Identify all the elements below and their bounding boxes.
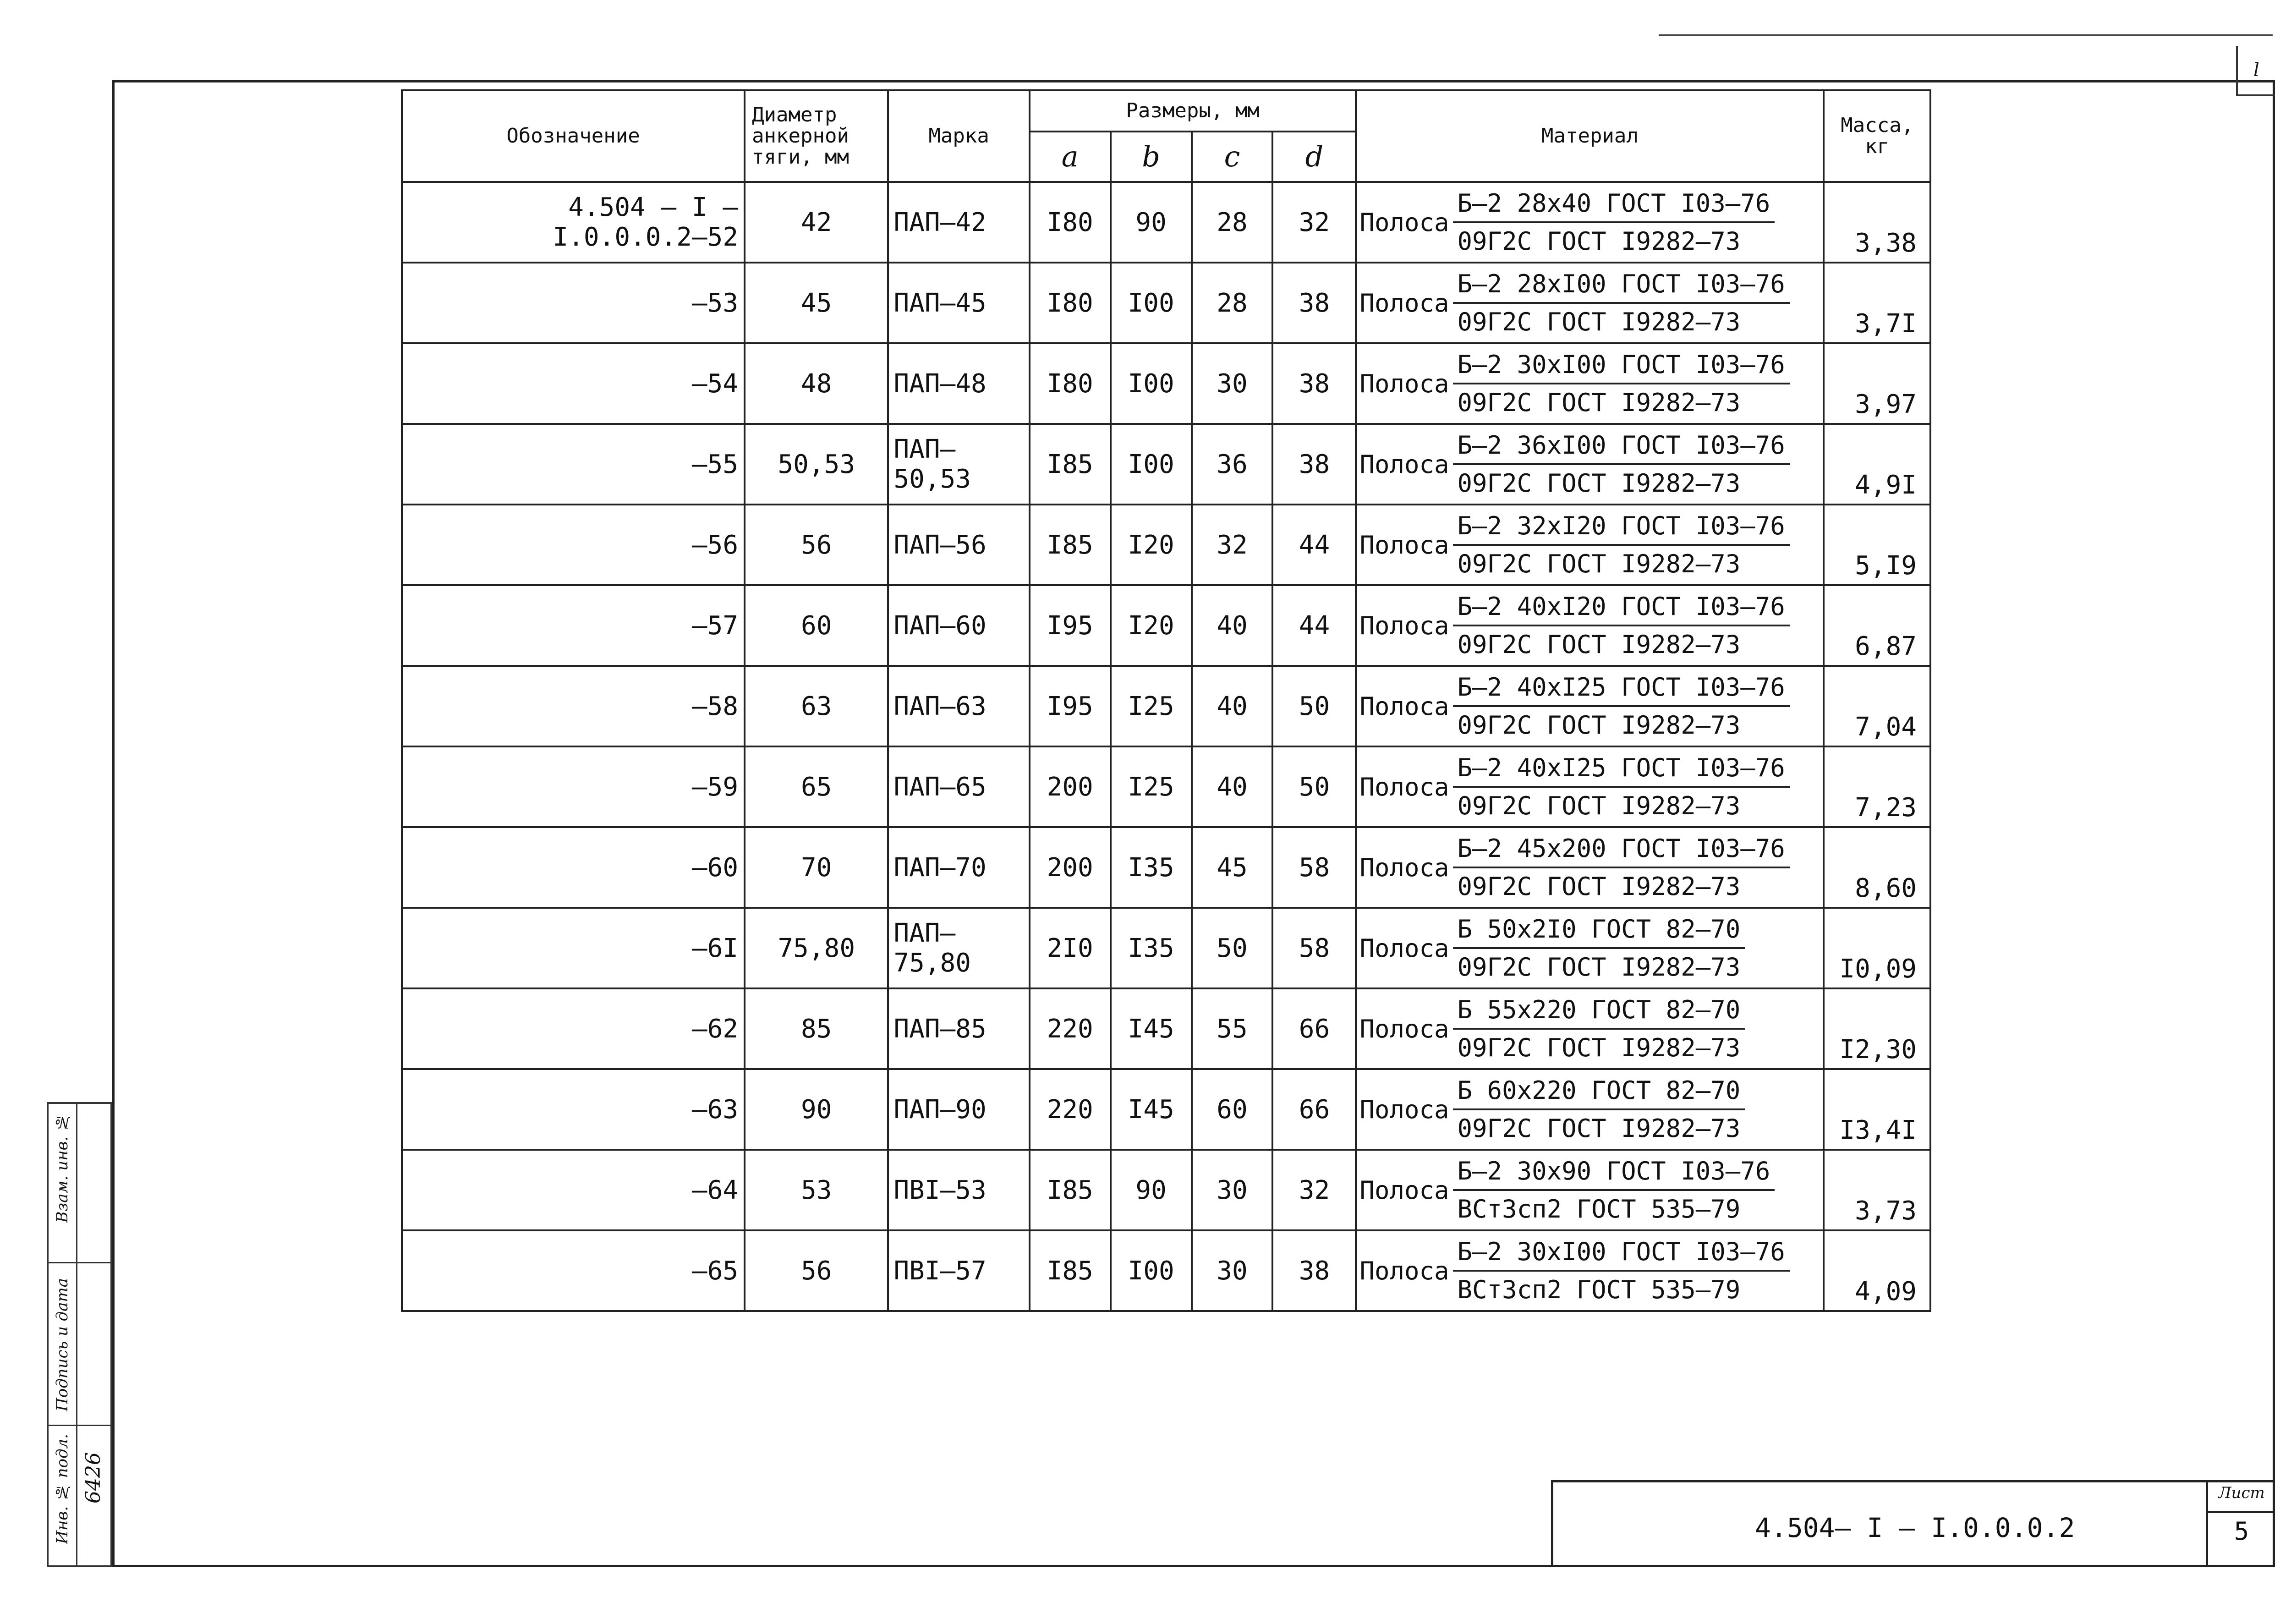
cell-dim-b: 90 (1111, 1150, 1192, 1230)
cell-diameter: 50,53 (745, 424, 888, 505)
material-type: Полоса (1359, 1014, 1449, 1043)
stamp-divider (49, 1425, 110, 1426)
cell-dim-d: 38 (1272, 1230, 1356, 1311)
cell-diameter: 56 (745, 1230, 888, 1311)
cell-mass: 4,9I (1824, 424, 1930, 505)
table-row (402, 1150, 1930, 1230)
cell-marka: ПАП–45 (888, 263, 1029, 343)
cell-diameter: 63 (745, 666, 888, 746)
material-profile: Б 55x220 ГОСТ 82–70 (1453, 995, 1745, 1030)
cell-dim-b: I00 (1111, 424, 1192, 505)
left-stamp (47, 1102, 112, 1567)
cell-mass: 3,38 (1824, 182, 1930, 263)
cell-designation: 4.504 – I – I.0.0.0.2–52 (402, 182, 745, 263)
cell-dim-a: 2I0 (1030, 908, 1111, 988)
cell-marka: ПАП–56 (888, 505, 1029, 585)
material-type: Полоса (1359, 1095, 1449, 1124)
stamp-divider (49, 1262, 110, 1263)
cell-dim-b: I00 (1111, 343, 1192, 424)
material-type: Полоса (1359, 611, 1449, 640)
cell-dim-a: I85 (1030, 1230, 1111, 1311)
cell-dim-d: 38 (1272, 263, 1356, 343)
cell-dim-b: I00 (1111, 1230, 1192, 1311)
material-profile: Б–2 28x40 ГОСТ I03–76 (1453, 189, 1775, 223)
cell-dim-c: 40 (1192, 746, 1273, 827)
material-profile: Б–2 30xI00 ГОСТ I03–76 (1453, 1237, 1790, 1272)
cell-dim-a: I80 (1030, 263, 1111, 343)
header-dim-b: b (1111, 132, 1192, 182)
cell-marka: ПАП–63 (888, 666, 1029, 746)
stamp-podpis-data: Подпись и дата (53, 1278, 71, 1411)
material-steel: 09Г2С ГОСТ I9282–73 (1457, 953, 1741, 982)
table-row (402, 263, 1930, 343)
cell-designation: –54 (402, 343, 745, 424)
material-profile: Б–2 28xI00 ГОСТ I03–76 (1453, 269, 1790, 304)
cell-dim-d: 32 (1272, 182, 1356, 263)
cell-mass: 6,87 (1824, 585, 1930, 666)
document-code: 4.504– I – I.0.0.0.2 (1755, 1512, 2075, 1543)
cell-material (1356, 1069, 1824, 1150)
cell-dim-c: 30 (1192, 1230, 1273, 1311)
header-material: Материал (1356, 90, 1824, 182)
cell-diameter: 90 (745, 1069, 888, 1150)
corner-mark: l (2236, 46, 2275, 96)
material-steel: 09Г2С ГОСТ I9282–73 (1457, 872, 1741, 901)
cell-marka: ПАП–48 (888, 343, 1029, 424)
table-row (402, 988, 1930, 1069)
cell-marka: ПАП–42 (888, 182, 1029, 263)
cell-mass: I0,09 (1824, 908, 1930, 988)
cell-diameter: 45 (745, 263, 888, 343)
cell-dim-c: 32 (1192, 505, 1273, 585)
material-profile: Б 50x2I0 ГОСТ 82–70 (1453, 915, 1745, 949)
table-row (402, 505, 1930, 585)
cell-material (1356, 424, 1824, 505)
cell-mass: 7,23 (1824, 746, 1930, 827)
cell-designation: –63 (402, 1069, 745, 1150)
cell-designation: –59 (402, 746, 745, 827)
cell-dim-c: 60 (1192, 1069, 1273, 1150)
cell-dim-c: 55 (1192, 988, 1273, 1069)
cell-dim-a: 200 (1030, 827, 1111, 908)
cell-designation: –6I (402, 908, 745, 988)
table-row (402, 182, 1930, 263)
cell-dim-a: 220 (1030, 988, 1111, 1069)
cell-dim-d: 58 (1272, 827, 1356, 908)
cell-dim-a: 220 (1030, 1069, 1111, 1150)
cell-mass: I3,4I (1824, 1069, 1930, 1150)
cell-dim-b: I25 (1111, 746, 1192, 827)
table-row (402, 746, 1930, 827)
cell-mass: 3,7I (1824, 263, 1930, 343)
cell-material (1356, 585, 1824, 666)
cell-material (1356, 343, 1824, 424)
cell-dim-a: I85 (1030, 424, 1111, 505)
cell-dim-a: I80 (1030, 182, 1111, 263)
material-steel: 09Г2С ГОСТ I9282–73 (1457, 630, 1741, 659)
cell-material (1356, 827, 1824, 908)
cell-mass: I2,30 (1824, 988, 1930, 1069)
material-profile: Б–2 45x200 ГОСТ I03–76 (1453, 834, 1790, 868)
cell-dim-b: I00 (1111, 263, 1192, 343)
cell-dim-d: 44 (1272, 505, 1356, 585)
material-steel: ВСт3сп2 ГОСТ 535–79 (1457, 1195, 1741, 1223)
cell-designation: –62 (402, 988, 745, 1069)
cell-designation: –64 (402, 1150, 745, 1230)
material-steel: 09Г2С ГОСТ I9282–73 (1457, 1114, 1741, 1143)
cell-dim-c: 28 (1192, 263, 1273, 343)
cell-mass: 3,97 (1824, 343, 1930, 424)
material-steel: 09Г2С ГОСТ I9282–73 (1457, 549, 1741, 578)
cell-mass: 3,73 (1824, 1150, 1930, 1230)
cell-material (1356, 908, 1824, 988)
header-diameter: Диаметр анкерной тяги, мм (745, 90, 888, 182)
cell-mass: 5,I9 (1824, 505, 1930, 585)
table-row (402, 908, 1930, 988)
cell-dim-b: I35 (1111, 827, 1192, 908)
material-type: Полоса (1359, 691, 1449, 721)
material-steel: 09Г2С ГОСТ I9282–73 (1457, 1033, 1741, 1062)
cell-diameter: 42 (745, 182, 888, 263)
cell-dim-c: 36 (1192, 424, 1273, 505)
cell-marka: ПАП–70 (888, 827, 1029, 908)
cell-dim-d: 38 (1272, 424, 1356, 505)
cell-material (1356, 1230, 1824, 1311)
cell-dim-d: 66 (1272, 1069, 1356, 1150)
cell-marka: ПВI–53 (888, 1150, 1029, 1230)
table-row (402, 827, 1930, 908)
cell-marka: ПАП–75,80 (888, 908, 1029, 988)
table-row (402, 343, 1930, 424)
cell-dim-c: 28 (1192, 182, 1273, 263)
material-type: Полоса (1359, 1175, 1449, 1205)
table-row (402, 666, 1930, 746)
cell-dim-d: 32 (1272, 1150, 1356, 1230)
sheet-cell (2206, 1480, 2275, 1567)
material-profile: Б–2 40xI25 ГОСТ I03–76 (1453, 673, 1790, 707)
cell-diameter: 65 (745, 746, 888, 827)
cell-marka: ПАП–60 (888, 585, 1029, 666)
cell-diameter: 48 (745, 343, 888, 424)
cell-dim-d: 50 (1272, 746, 1356, 827)
cell-designation: –65 (402, 1230, 745, 1311)
header-sizes: Размеры, мм (1030, 90, 1356, 132)
material-profile: Б 60x220 ГОСТ 82–70 (1453, 1076, 1745, 1110)
header-dim-a: a (1030, 132, 1111, 182)
header-dim-d: d (1272, 132, 1356, 182)
material-type: Полоса (1359, 772, 1449, 801)
cell-diameter: 53 (745, 1150, 888, 1230)
material-steel: 09Г2С ГОСТ I9282–73 (1457, 227, 1741, 256)
header-designation: Обозначение (402, 90, 745, 182)
specification-table (401, 89, 1931, 1312)
cell-dim-b: I45 (1111, 988, 1192, 1069)
cell-dim-d: 44 (1272, 585, 1356, 666)
cell-dim-c: 40 (1192, 666, 1273, 746)
material-steel: 09Г2С ГОСТ I9282–73 (1457, 711, 1741, 740)
cell-dim-d: 38 (1272, 343, 1356, 424)
header-mass: Масса, кг (1824, 90, 1930, 182)
material-profile: Б–2 30xI00 ГОСТ I03–76 (1453, 350, 1790, 384)
cell-dim-b: I35 (1111, 908, 1192, 988)
material-type: Полоса (1359, 288, 1449, 318)
material-steel: 09Г2С ГОСТ I9282–73 (1457, 307, 1741, 336)
cell-marka: ПАП–90 (888, 1069, 1029, 1150)
cell-dim-c: 45 (1192, 827, 1273, 908)
cell-designation: –60 (402, 827, 745, 908)
cell-material (1356, 988, 1824, 1069)
cell-marka: ПВI–57 (888, 1230, 1029, 1311)
material-profile: Б–2 30x90 ГОСТ I03–76 (1453, 1157, 1775, 1191)
stamp-inv-podl: Инв. № подл. (53, 1434, 71, 1544)
cell-diameter: 56 (745, 505, 888, 585)
material-steel: ВСт3сп2 ГОСТ 535–79 (1457, 1275, 1741, 1304)
sheet-number: 5 (2234, 1517, 2249, 1546)
material-steel: 09Г2С ГОСТ I9282–73 (1457, 469, 1741, 498)
cell-mass: 4,09 (1824, 1230, 1930, 1311)
cell-material (1356, 505, 1824, 585)
cell-dim-a: I95 (1030, 666, 1111, 746)
cell-dim-c: 50 (1192, 908, 1273, 988)
cell-diameter: 85 (745, 988, 888, 1069)
material-steel: 09Г2С ГОСТ I9282–73 (1457, 791, 1741, 820)
material-type: Полоса (1359, 1256, 1449, 1285)
material-profile: Б–2 40xI20 ГОСТ I03–76 (1453, 592, 1790, 626)
table-row (402, 585, 1930, 666)
cell-dim-d: 58 (1272, 908, 1356, 988)
cell-dim-b: I25 (1111, 666, 1192, 746)
cell-dim-a: 200 (1030, 746, 1111, 827)
material-type: Полоса (1359, 933, 1449, 963)
cell-dim-b: I20 (1111, 585, 1192, 666)
table-row (402, 1069, 1930, 1150)
stamp-handwritten-number: 6426 (82, 1452, 105, 1503)
cell-dim-b: I20 (1111, 505, 1192, 585)
cell-marka: ПАП–85 (888, 988, 1029, 1069)
material-profile: Б–2 32xI20 ГОСТ I03–76 (1453, 511, 1790, 546)
cell-dim-c: 30 (1192, 1150, 1273, 1230)
cell-material (1356, 746, 1824, 827)
cell-marka: ПАП–65 (888, 746, 1029, 827)
material-profile: Б–2 40xI25 ГОСТ I03–76 (1453, 753, 1790, 788)
cell-designation: –53 (402, 263, 745, 343)
cell-material (1356, 1150, 1824, 1230)
material-type: Полоса (1359, 853, 1449, 882)
cell-marka: ПАП–50,53 (888, 424, 1029, 505)
cell-material (1356, 666, 1824, 746)
sheet-label: Лист (2208, 1484, 2275, 1513)
cell-dim-d: 66 (1272, 988, 1356, 1069)
cell-mass: 7,04 (1824, 666, 1930, 746)
cell-diameter: 70 (745, 827, 888, 908)
cell-designation: –56 (402, 505, 745, 585)
cell-designation: –58 (402, 666, 745, 746)
cell-dim-b: I45 (1111, 1069, 1192, 1150)
header-dim-c: c (1192, 132, 1273, 182)
cell-dim-c: 40 (1192, 585, 1273, 666)
material-type: Полоса (1359, 530, 1449, 560)
material-steel: 09Г2С ГОСТ I9282–73 (1457, 388, 1741, 417)
cell-diameter: 75,80 (745, 908, 888, 988)
cell-mass: 8,60 (1824, 827, 1930, 908)
cell-dim-a: I95 (1030, 585, 1111, 666)
cell-dim-a: I85 (1030, 1150, 1111, 1230)
cell-material (1356, 263, 1824, 343)
material-type: Полоса (1359, 450, 1449, 479)
material-type: Полоса (1359, 369, 1449, 398)
stamp-vzam-inv: Взам. инв. № (53, 1113, 71, 1223)
top-dash-line (1659, 34, 2273, 36)
table-body (402, 182, 1930, 1311)
cell-dim-b: 90 (1111, 182, 1192, 263)
cell-diameter: 60 (745, 585, 888, 666)
cell-dim-d: 50 (1272, 666, 1356, 746)
table-row (402, 1230, 1930, 1311)
table-row (402, 424, 1930, 505)
cell-dim-a: I80 (1030, 343, 1111, 424)
cell-material (1356, 182, 1824, 263)
cell-dim-a: I85 (1030, 505, 1111, 585)
material-profile: Б–2 36xI00 ГОСТ I03–76 (1453, 431, 1790, 465)
cell-designation: –57 (402, 585, 745, 666)
cell-designation: –55 (402, 424, 745, 505)
material-type: Полоса (1359, 208, 1449, 237)
cell-dim-c: 30 (1192, 343, 1273, 424)
header-marka: Марка (888, 90, 1029, 182)
